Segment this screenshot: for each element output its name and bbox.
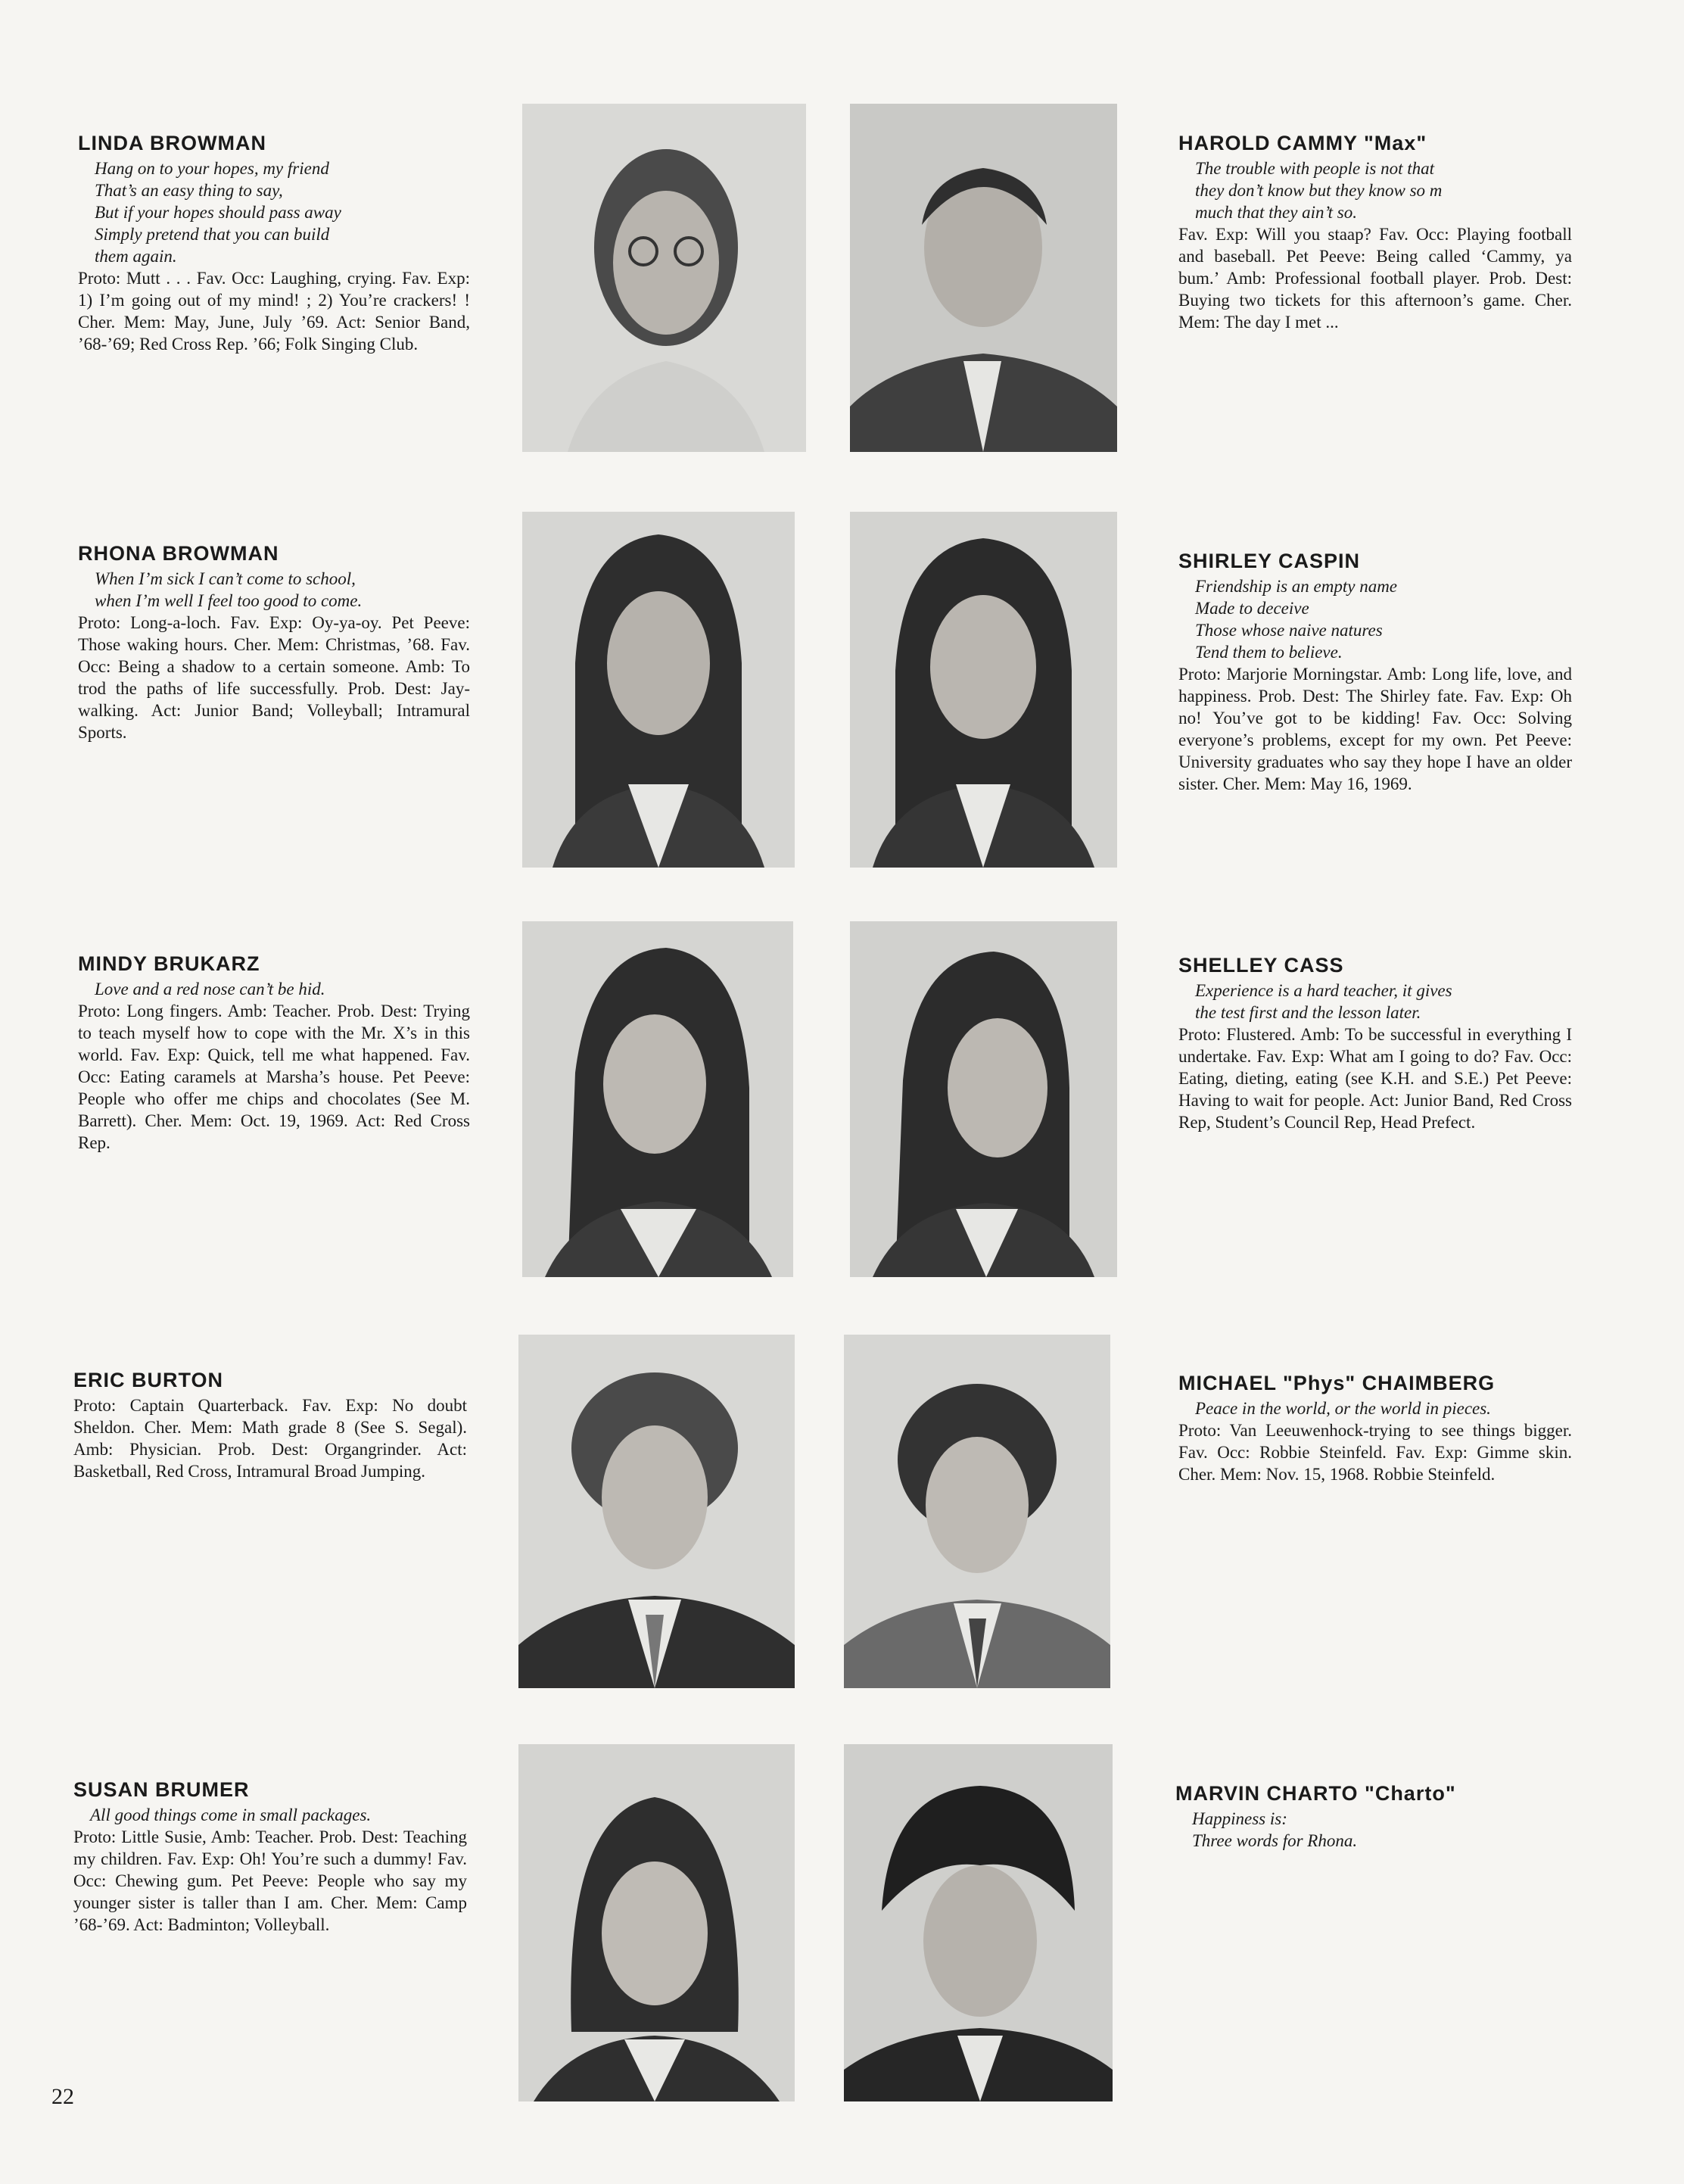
- student-name: SHELLEY CASS: [1178, 954, 1344, 977]
- student-bio: Proto: Mutt . . . Fav. Occ: Laughing, crying. Fav. Exp: 1) I’m going out of my mind! ; 2) You’re crackers! ! Cher. Mem: May, June, July ’69. Act: Senior Band, ’68-’69; Red Cross Rep. ’66; Folk Singing Club.: [78, 269, 470, 354]
- student-bio: Proto: Flustered. Amb: To be successful in everything I undertake. Fav. Exp: What am I going to do? Fav. Occ: Eating, dieting, eating (see K.H. and S.E.) Pet Peeve: Having to wait for people. Act: Junior Band, Red Cross Rep, Student’s Council Rep, Head Prefect.: [1178, 1025, 1572, 1132]
- student-bio: Proto: Van Leeuwenhock-trying to see things bigger. Fav. Occ: Robbie Steinfeld. Fav. Exp: Gimme skin. Cher. Mem: Nov. 15, 1968. Robbie Steinfeld.: [1178, 1421, 1572, 1484]
- student-bio: Proto: Marjorie Morningstar. Amb: Long life, love, and happiness. Prob. Dest: The Shirley fate. Fav. Exp: Oh no! You’ve got to be kidding! Fav. Occ: Solving everyone’s problems, except for my own. Pet Peeve: University graduates who say they hope I have an older sister. Cher. Mem: May 16, 1969.: [1178, 665, 1572, 793]
- student-entry: [78, 541, 470, 743]
- student-quote: Experience is a hard teacher, it gives the test first and the lesson later.: [1195, 981, 1452, 1022]
- student-photo: [844, 1744, 1113, 2101]
- student-entry: [1178, 1370, 1572, 1485]
- student-photo: [850, 921, 1117, 1277]
- student-name: RHONA BROWMAN: [78, 542, 279, 565]
- student-name: LINDA BROWMAN: [78, 132, 266, 154]
- student-bio: Fav. Exp: Will you staap? Fav. Occ: Playing football and baseball. Pet Peeve: Being called ‘Cammy, ya bum.’ Amb: Professional football player. Prob. Dest: Buying two tickets for this afternoon’s game. Cher. Mem: The day I met ...: [1178, 225, 1572, 332]
- student-photo: [518, 1744, 795, 2101]
- student-name: MICHAEL "Phys" CHAIMBERG: [1178, 1372, 1496, 1394]
- student-photo: [522, 104, 806, 452]
- student-entry: [1178, 548, 1572, 795]
- student-bio: Proto: Little Susie, Amb: Teacher. Prob. Dest: Teaching my children. Fav. Exp: Oh! You’re such a dummy! Fav. Occ: Chewing gum. Pet Peeve: People who say my younger sister is taller than I am. Cher. Mem: Camp ’68-’69. Act: Badminton; Volleyball.: [73, 1827, 467, 1934]
- student-entry: [78, 951, 470, 1154]
- student-name: MINDY BRUKARZ: [78, 952, 260, 975]
- student-entry: [73, 1777, 467, 1936]
- student-quote: The trouble with people is not that they don’t know but they know so m much that they ain’t so.: [1195, 159, 1443, 222]
- student-quote: Hang on to your hopes, my friend That’s an easy thing to say, But if your hopes should pass away Simply pretend that you can build them again.: [95, 159, 341, 266]
- page-number: 22: [51, 2084, 74, 2109]
- student-quote: All good things come in small packages.: [90, 1805, 372, 1824]
- student-entry: [78, 130, 470, 355]
- student-bio: Proto: Captain Quarterback. Fav. Exp: No doubt Sheldon. Cher. Mem: Math grade 8 (See S. Segal). Amb: Physician. Prob. Dest: Organgrinder. Act: Basketball, Red Cross, Intramural Broad Jumping.: [73, 1396, 467, 1481]
- student-photo: [850, 104, 1117, 452]
- student-quote: Friendship is an empty name Made to deceive Those whose naive natures Tend them to believe.: [1195, 577, 1398, 662]
- student-quote: When I’m sick I can’t come to school, when I’m well I feel too good to come.: [95, 569, 363, 610]
- student-name: ERIC BURTON: [73, 1369, 224, 1391]
- student-quote: Peace in the world, or the world in pieces.: [1195, 1399, 1491, 1418]
- student-entry: [1178, 130, 1572, 333]
- student-quote: Happiness is: Three words for Rhona.: [1192, 1809, 1358, 1850]
- student-photo: [850, 512, 1117, 868]
- student-name: SHIRLEY CASPIN: [1178, 550, 1361, 572]
- student-bio: Proto: Long-a-loch. Fav. Exp: Oy-ya-oy. Pet Peeve: Those waking hours. Cher. Mem: Christmas, ’68. Fav. Occ: Being a shadow to a certain someone. Amb: To trod the paths of life successfully. Prob. Dest: Jay-walking. Act: Junior Band; Volleyball; Intramural Sports.: [78, 613, 470, 742]
- student-photo: [518, 1335, 795, 1688]
- student-entry: [73, 1367, 467, 1482]
- student-photo: [522, 921, 793, 1277]
- student-bio: Proto: Long fingers. Amb: Teacher. Prob. Dest: Trying to teach myself how to cope with the Mr. X’s in this world. Fav. Exp: Quick, tell me what happened. Fav. Occ: Eating caramels at Marsha’s house. Pet Peeve: People who offer me chips and chocolates (See M. Barrett). Cher. Mem: Oct. 19, 1969. Act: Red Cross Rep.: [78, 1002, 470, 1152]
- student-quote: Love and a red nose can’t be hid.: [95, 980, 325, 999]
- student-entry: [1178, 952, 1572, 1133]
- student-entry: [1175, 1781, 1569, 1852]
- student-name: HAROLD CAMMY "Max": [1178, 132, 1427, 154]
- student-name: SUSAN BRUMER: [73, 1778, 250, 1801]
- student-name: MARVIN CHARTO "Charto": [1175, 1782, 1456, 1805]
- student-photo: [844, 1335, 1110, 1688]
- student-photo: [522, 512, 795, 868]
